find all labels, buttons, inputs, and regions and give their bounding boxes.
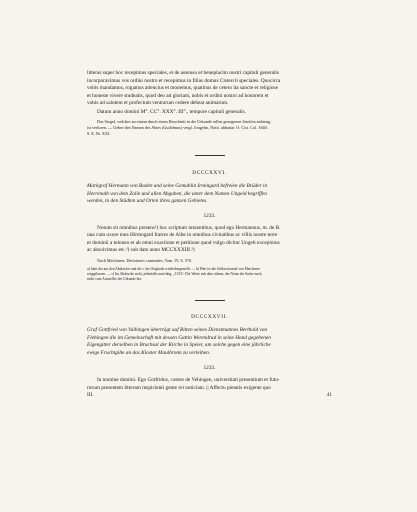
document-827 [87,314,332,400]
continuation-block [87,70,332,137]
seal-note-line: Das Siegel, welches an einem durch einen Einschnitt in die Urkunde selbst gezogenen Streifen anhieng, [97,119,271,124]
seal-note-line: S. 8, Nr. XXI. [87,131,111,136]
dated-line: Datum anno domini M°. CC°. XXX°. III°., tempore capituli generalis. [97,108,246,115]
title-line: Graf Gottfried von Vaihingen überträgt auf Bitten seines Dienstmannes Berthold von [87,327,268,333]
body-line: et dominii a teloneo et ab omni exactione et petitione quod vulgo dicitur Ungelt excepimus [87,239,280,246]
footnote-line: nicht vom Aussteller der Urkunde her. [87,276,142,281]
title-line: ewige Fruchtgilte an das Kloster Maulbronn zu verleihen. [87,349,211,356]
document-title [87,327,332,357]
body-line: rorum presentem litteram inspicienti gente rei noticiam. || Affectu pietatis exigente quo [87,384,271,391]
title-line: Markgraf Hermann von Baden und seine Gemahlin Irmingard befreien die Brüder in [87,183,268,189]
continuation-line: et honeste vivere studeatis, quod deo ad gloriam, nobis et ordini nostro ad honorem et [87,92,269,99]
body-line: Notum sit omnibus presens¹) hoc scriptum intuentibus, quod ego Hermannus, m. de B. [97,224,281,231]
document-number: DCCCXXVI. [192,170,227,176]
seal-note-line: ist verloren. — Ueber den Namen des Abtes (Guilelmus) vergl. Jongelin, Notit. abbatiar. O. Cist. Col. 1640. [87,125,268,130]
continuation-line: vobis ad salutem et profectum ventrarum cedere debeat animarum. [87,100,229,106]
body-line: una cum uxore mea Hirmogard fratres de Albe in omnibus civitatibus ac villis nostre terre [87,232,278,238]
seal-note [87,119,332,137]
section-separator [87,300,332,301]
document-year: 1233. [203,212,216,219]
footnote-line: weggelassen. — c) Im Abdrucke steht, jedenfalls unrichtig, „1333“. Die Worte sub dato rühren, der Natur der Sache nach, [87,271,263,276]
footnotes [87,267,332,282]
source-note: Nach Meichsner, Decisiones camerales, Tom. IV, S. 570. [97,257,193,263]
title-line: Herrenalb von dem Zolle und allen Abgaben, die unter dem Namen Ungeld begriffen [87,190,267,197]
document-title [87,183,332,206]
title-line: Flehingen die im Gemeinschaft mit dessen Gattin Werendrud in seine Hand gegebenen [87,334,271,341]
footnote-line: a) Statt der aus den Abdrucke sind die » der Originale wiederhergestellt. — b) Hier ist die Schlussformel von Meichsner [87,266,260,271]
sheet-number: 41 [326,392,332,398]
title-line: Eigengitter derselben in Bruchsal der Kirche in Speier, um solche gegen eine jährliche [87,342,271,348]
title-line: werden, in den Städten und Orten ihres ganzen Gebietes. [87,198,208,204]
section-separator [87,155,332,156]
document-number: DCCCXXVII. [191,314,228,320]
document-body [87,377,332,392]
page-footer [87,392,332,400]
continuation-line: litteras super hoc recepimus speciales, et de assensu et beneplacito nostri capituli generalis [87,70,279,76]
document-year: 1233. [203,365,216,371]
continuation-line: incorporavimus vos ordini nostro et recepimus in filias domus Cistercii speciales. Quocirca [87,77,281,84]
body-line: ac absolvimus etc.²) sub dato anno MCCXXXIII.³) [87,247,195,253]
continuation-line: vobis mandamus, rogamus attencius et monemus, quatinus de cetero ita sancte et religiose [87,85,278,91]
volume-signature: III. [87,392,94,398]
document-body [87,225,332,255]
document-826 [87,170,332,282]
body-line: In nomine domini. Ego Gotfridus, comes de Vehingen, universitati presentium et futu- [97,377,280,383]
